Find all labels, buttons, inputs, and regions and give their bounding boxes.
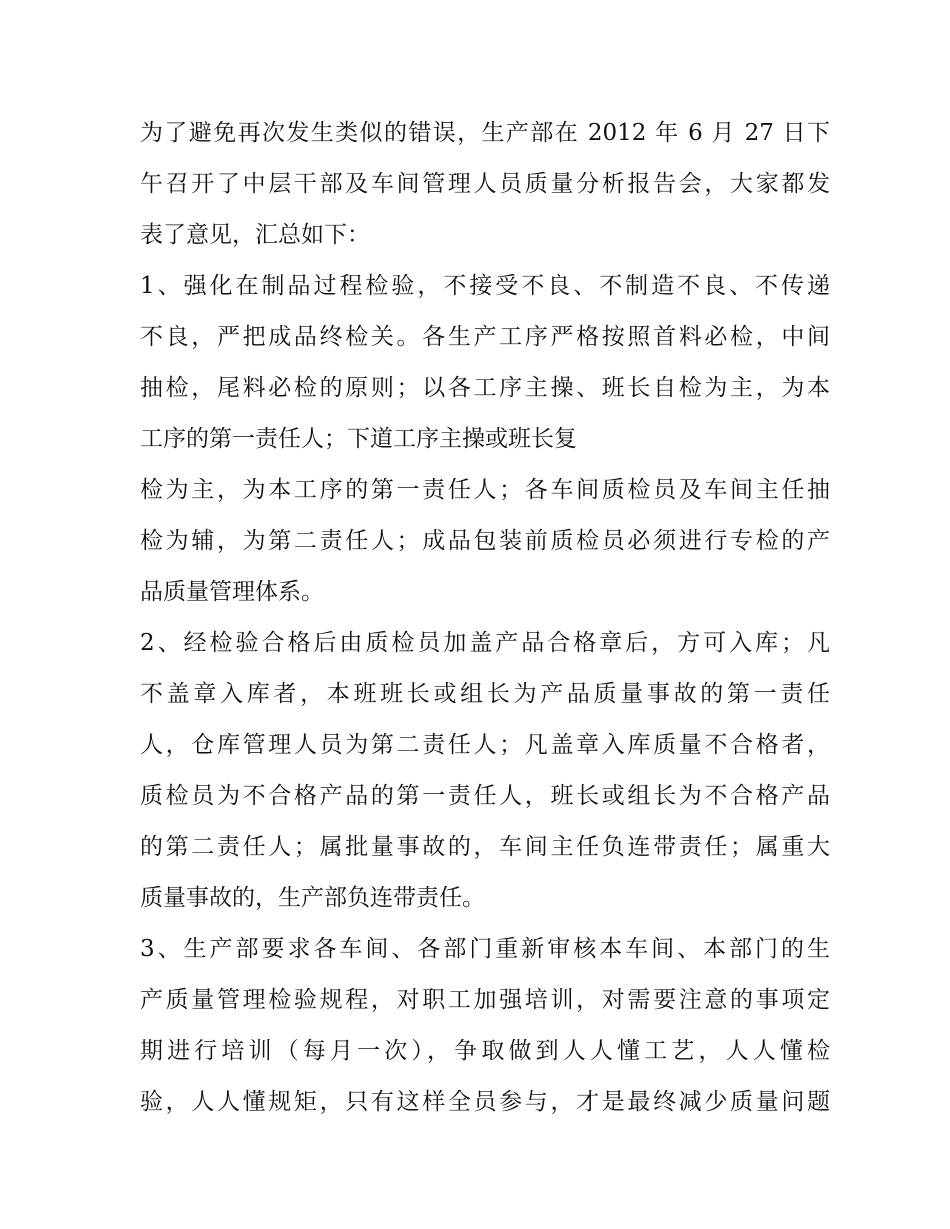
text-line: 不良，严把成品终检关。各生产工序严格按照首料必检，中间 bbox=[140, 324, 830, 350]
text-line: 抽检，尾料必检的原则；以各工序主操、班长自检为主，为本 bbox=[140, 375, 830, 401]
text-line: 午召开了中层干部及车间管理人员质量分析报告会，大家都发 bbox=[140, 171, 830, 197]
text-line: 的第二责任人；属批量事故的，车间主任负连带责任；属重大 bbox=[140, 834, 830, 860]
text-line: 表了意见，汇总如下： bbox=[140, 222, 370, 248]
text-line: 工序的第一责任人；下道工序主操或班长复 bbox=[140, 426, 577, 452]
text-line: 为了避免再次发生类似的错误，生产部在 2012 年 6 月 27 日下 bbox=[140, 120, 830, 146]
text-line: 品质量管理体系。 bbox=[140, 579, 324, 605]
text-line: 验，人人懂规矩，只有这样全员参与，才是最终减少质量问题 bbox=[140, 1089, 830, 1115]
text-line: 1、强化在制品过程检验，不接受不良、不制造不良、不传递 bbox=[140, 273, 830, 299]
text-line: 2、经检验合格后由质检员加盖产品合格章后，方可入库；凡 bbox=[140, 630, 830, 656]
text-line: 期进行培训（每月一次），争取做到人人懂工艺，人人懂检 bbox=[140, 1038, 830, 1064]
text-line: 检为主，为本工序的第一责任人；各车间质检员及车间主任抽 bbox=[140, 477, 830, 503]
text-line: 产质量管理检验规程，对职工加强培训，对需要注意的事项定 bbox=[140, 987, 830, 1013]
text-line: 3、生产部要求各车间、各部门重新审核本车间、本部门的生 bbox=[140, 936, 830, 962]
text-line: 质量事故的，生产部负连带责任。 bbox=[140, 885, 485, 911]
text-line: 人，仓库管理人员为第二责任人；凡盖章入库质量不合格者， bbox=[140, 732, 830, 758]
text-line: 质检员为不合格产品的第一责任人，班长或组长为不合格产品 bbox=[140, 783, 830, 809]
document-body bbox=[140, 108, 830, 1128]
text-line: 不盖章入库者，本班班长或组长为产品质量事故的第一责任 bbox=[140, 681, 830, 707]
text-line: 检为辅，为第二责任人；成品包装前质检员必须进行专检的产 bbox=[140, 528, 830, 554]
